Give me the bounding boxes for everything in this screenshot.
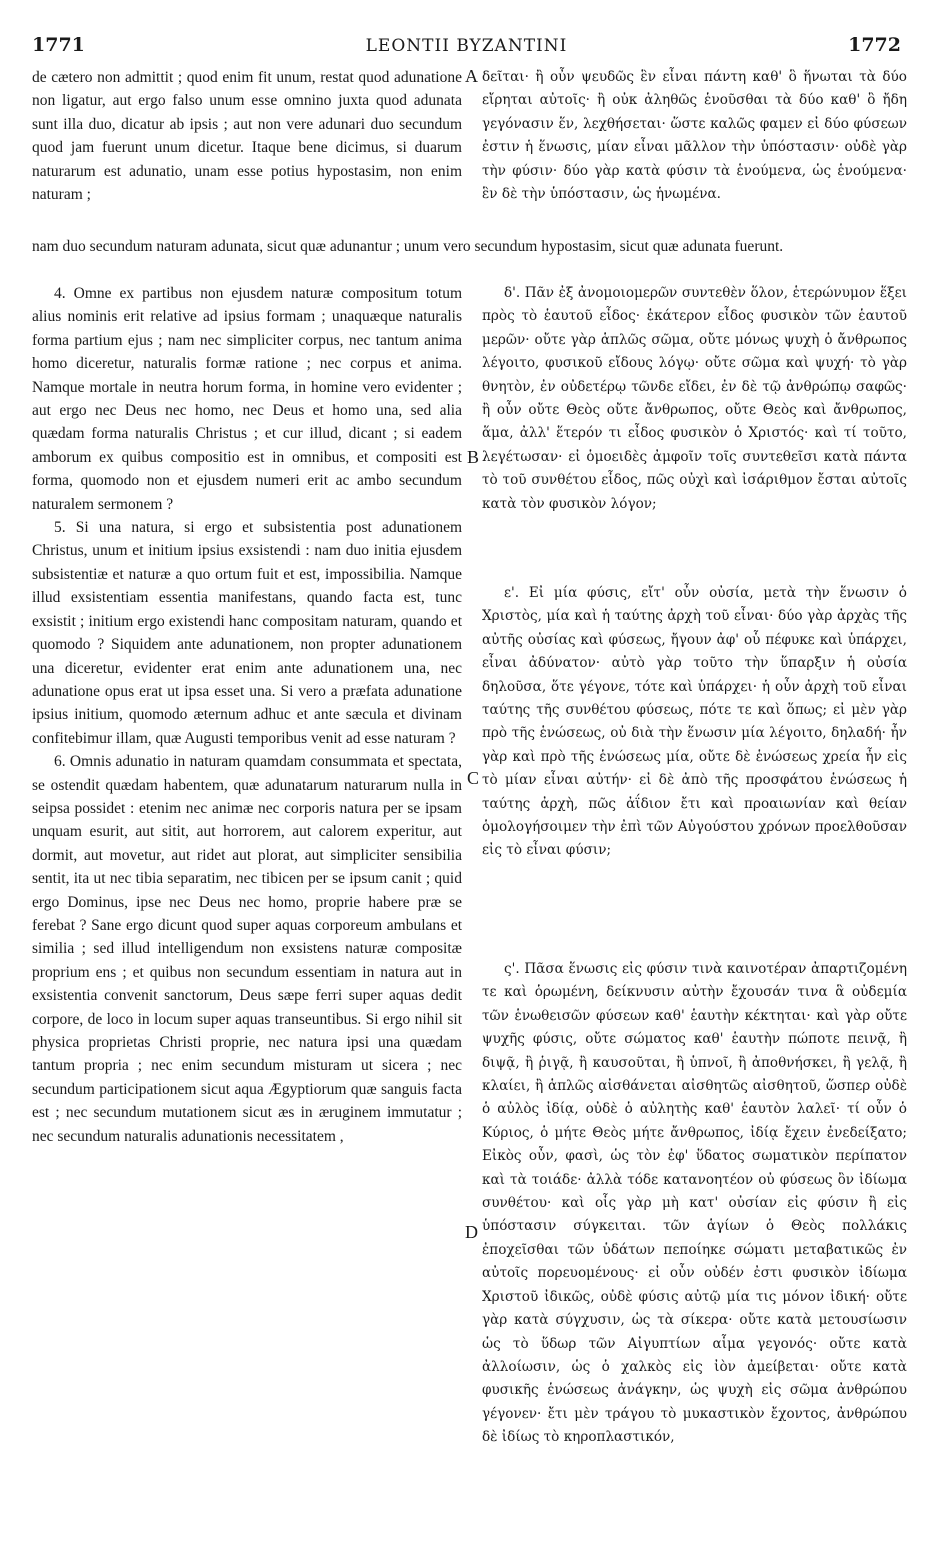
page-header — [32, 34, 901, 64]
greek-paragraph-4: δ'. Πᾶν ἐξ ἀνομοιομερῶν συντεθὲν ὅλον, ἑτερώνυμον ἕξει πρὸς τὸ ἑαυτοῦ εἶδος· ἑκάτερον εἶδος φυσικὸν τῶν ἑαυτοῦ μερῶν· οὔτε γὰρ ἁπλῶς σῶμα, οὔτε μόνως ψυχὴ ὁ ἄνθρωπος λέγοιτο, φυσικοῦ εἴδους λόγῳ· οὔτε σῶμα καὶ ψυχή· τὸ γὰρ θνητὸν, ἐν οὐδετέρῳ τῶνδε εἴδει, ἐν δὲ τῷ ἀνθρώπῳ σαφῶς· ἢ οὖν οὔτε Θεὸς οὔτε ἄνθρωπος, οὔτε Θεὸς καὶ ἄνθρωπος, ἅμα, ἀλλ' ἕτερόν τι εἶδος φυσικὸν ὁ Χριστός· καὶ τί τοῦτο, λεγέτωσαν· εἰ ὁμοειδὲς ἀμφοῖν τοῖς συντεθεῖσι κατὰ πάντα τὸ τοῦ συνθέτου εἶδος, πῶς οὐχὶ καὶ ἰσάριθμον ἔσται αὐτοῖς κατὰ τὸν φυσικὸν λόγον; — [482, 285, 907, 512]
latin-column-top — [32, 66, 462, 206]
greek-paragraph-6-block — [482, 958, 907, 1450]
page-number-right: 1772 — [848, 34, 901, 56]
page-number-left: 1771 — [32, 34, 85, 56]
section-marker-c: C — [467, 768, 480, 788]
section-marker-b: B — [467, 447, 480, 467]
greek-paragraph-5-block — [482, 582, 907, 863]
greek-paragraph-5: ε'. Εἰ μία φύσις, εἴτ' οὖν οὐσία, μετὰ τὴν ἕνωσιν ὁ Χριστὸς, μία καὶ ἡ ταύτης ἀρχὴ τοῦ εἶναι· δύο γὰρ ἀρχὰς τῆς αὐτῆς οὐσίας καὶ φύσεως, ἤγουν ἀφ' οὗ πέφυκε καὶ ὑπάρχει, εἶναι ἀδύνατον· αὐτὸ γὰρ τοῦτο τὴν ὕπαρξιν ἡ οὐσία δηλοῦσα, ὅτε γέγονε, τότε καὶ ὑπάρχει· ἡ οὖν ἀρχὴ τοῦ εἶναι ταύτης τῆς συνθέτου φύσεως, πότε τε καὶ ὅπως; εἰ μὲν γὰρ πρὸ τῆς ἑνώσεως, οὐ διὰ τὴν ἕνωσιν μία λέγοιτο, δηλαδή· ἦν γὰρ καὶ πρὸ τῆς ἑνώσεως μία, οὔτε δὲ ἑνώσεως χρεία ἦν εἰς τὸ μίαν εἶναι αὐτήν· εἰ δὲ ἀπὸ τῆς προσφάτου ἑνώσεως ἡ ταύτης ἀρχὴ, πῶς ἀΐδιον ἔτι καὶ προαιωνίαν καὶ θείαν ὁμολογήσοιμεν τὴν ἐπὶ τῶν Αὐγούστου χρόνων προελθοῦσαν εἰς τὸ εἶναι φύσιν; — [482, 585, 907, 859]
greek-column-top — [482, 66, 907, 206]
greek-paragraph-6: ς'. Πᾶσα ἕνωσις εἰς φύσιν τινὰ καινοτέραν ἀπαρτιζομένη τε καὶ ὁρωμένη, δείκνυσιν αὐτὴν ἔχουσάν τινα ἃ οὐδεμία τῶν ἑνωθεισῶν φύσεων καθ' ἑαυτὴν κέκτηται· καὶ γὰρ οὔτε ψυχῆς φύσις, οὔτε σώματος καθ' ἑαυτὴν πώποτε πεινᾷ, ἢ διψᾷ, ἢ ῥιγᾷ, ἢ καυσοῦται, ἢ ὑπνοῖ, ἢ ἀποθνήσκει, ἢ γελᾷ, ἢ κλαίει, ἢ ἁπλῶς αἰσθάνεται αἰσθητῶς αἰσθητοῦ, ὥσπερ οὐδὲ ὁ αὐλὸς ἰδίᾳ, οὐδὲ ὁ αὐλητὴς καθ' ἑαυτὸν λαλεῖ· τί οὖν ὁ Κύριος, ὁ μήτε Θεὸς μήτε ἄνθρωπος, ἰδίᾳ ἔχειν ἐνεδείξατο; Εἰκὸς οὖν, φασὶ, ὡς τὸν ἐφ' ὕδατος σωματικὸν περίπατον καὶ τὰ τοιάδε· ἀλλὰ τόδε κατανοητέον οὐ φύσεως ὂν ἰδίωμα συνθέτου· καὶ οἷς γὰρ μὴ κατ' οὐσίαν εἰς φύσιν ἢ εἰς ὑπόστασιν σύγκειται. τῶν ἁγίων ὁ Θεὸς πολλάκις ἐποχεῖσθαι τῶν ὑδάτων πεποίηκε σώματι μεταβατικῶς ἐν αὐτοῖς πορευομένους· εἰ οὖν οὐδέν ἐστι φυσικὸν ἰδίωμα Χριστοῦ ἰδικῶς, οὐδὲ φύσις αὐτῷ μία τις μόνον ἰδική· οὔτε γὰρ κατὰ σύγχυσιν, ὡς τὰ σίκερα· οὔτε κατὰ μετουσίωσιν ὡς τὸ ὕδωρ τῶν Αἰγυπτίων αἷμα γεγονός· οὔτε κατὰ ἀλλοίωσιν, ὡς ὁ χαλκὸς εἰς ἰὸν ἀμείβεται· οὔτε κατὰ φυσικῆς ἑνώσεως ἀνάγκην, ὡς ψυχὴ εἰς σῶμα ἀνθρώπου γέγονεν· ἔτι μὲν τράγου τὸ μυκαστικὸν ἔχοντος, ἀνθρώπου δὲ ἰδίως τὸ κηροπλαστικόν, — [482, 961, 907, 1446]
running-title: LEONTII BYZANTINI — [365, 36, 568, 56]
greek-paragraph-3-end: δεῖται· ἢ οὖν ψευδῶς ἓν εἶναι πάντη καθ' ὃ ἥνωται τὰ δύο εἴρηται αὐτοῖς· ἢ οὐκ ἀληθῶς ἑνοῦσθαι τὰ δύο καθ' ὃ ἤδη γεγόνασιν ἕν, λεχθήσεται· ὥστε καλῶς φαμεν εἰ δύο φύσεων ἐστιν ἡ ἕνωσις, μίαν εἶναι μᾶλλον τὴν ὑπόστασιν· οὐδὲ γὰρ τὴν φύσιν· δύο γὰρ κατὰ φύσιν τὰ ἑνούμενα, ὡς ἑνούμενα· ἓν δὲ τὴν ὑπόστασιν, ὡς ἡνωμένα. — [482, 69, 907, 203]
spanning-text: nam duo secundum naturam adunata, sicut quæ adunantur ; unum vero secundum hypostasim, sicut quæ adunata fuerunt. — [32, 238, 784, 255]
spanning-line — [32, 235, 904, 258]
section-marker-d: D — [465, 1222, 478, 1242]
section-marker-a: A — [465, 66, 478, 86]
greek-paragraph-4-block — [482, 282, 907, 516]
latin-paragraph-6: 6. Omnis adunatio in naturam quamdam consummata et spectata, se ostendit quædam habentem, quæ adunatarum naturarum nulla in seipsa possidet : etenim nec animæ nec corporis natura per se ipsam unquam esurit, aut sitit, aut horrorem, aut calorem experitur, aut dormit, aut movetur, aut ridet aut plorat, aut simpliciter sensibilia sentit, ita ut nec tibia separatim, nec tibicen per se ipsum canit ; quid ergo Dominus, ipse nec Deus nec homo, proprie habere præ se ferebat ? Sane ergo dicunt quod super aquas corporeum ambulans et similia ; sed illud intelligendum non exsistens naturæ compositæ proprium ens ; et quibus non secundum essentiam in natura aut in exsistentia convenit sanctorum, Deus sæpe ferri super aquas dedit corpore, de loco in locum super aquas transeuntibus. Si ergo nihil sit physica proprietas Christi proprie, nec natura ipsi una quædam tantum propria ; nec enim secundum misturam ut sicera ; nec secundum participationem sicut aqua Ægyptiorum quæ sanguis facta est ; nec secundum mutationem sicut æs in æruginem immutatur ; nec secundum naturalis adunationis necessitatem , — [32, 753, 462, 1145]
latin-paragraph-3-end: de cætero non admittit ; quod enim fit unum, restat quod adunatione non ligatur, aut ergo falso unum esse omnino juxta quod adunata sunt illa duo, dicatur ab ipsis ; aut non vere adunari duo secundum quod jam fuerunt unum dicetur. Itaque bene dicimus, si duarum naturarum est adunatio, unam esse potius hypostasim, non enim naturam ; — [32, 69, 462, 204]
latin-paragraph-4: 4. Omne ex partibus non ejusdem naturæ compositum totum alius nominis erit relative ad ipsius formam ; unaquæque naturalis forma partium ejus ; nam nec simpliciter corpus, nec tantum anima homo diceretur, naturalis formæ ratione ; nec corpus et anima. Namque mortale in neutra horum forma, in homine vero evidenter ; aut ergo nec Deus nec homo, nec Deus et homo una, sed alia quædam forma naturalis Christus ; et cur illud, dicant ; si eadem amborum ex quibus compositio est in omnibus, et compositi est forma, quomodo non et ejusdem numeri erit ac ambo secundum naturalem sermonem ? — [32, 285, 462, 513]
latin-column-main — [32, 282, 462, 1148]
latin-paragraph-5: 5. Si una natura, si ergo et subsistentia post adunationem Christus, unum et initium ipsius exsistendi : nam duo initia ejusdem subsistentiæ et naturæ a quo ortum fuit et est, impossibilia. Namque illud exsistentiam essentia manifestans, quando facta est, tunc exsistit ; initium ergo existendi hanc compositam naturam, quando et quomodo ? Siquidem ante adunationem, non propter adunationem una diceretur, evidenter erat enim ante adunationem una, nec adunatione opus erat ut ipsa esset una. Si vero a præfata adunatione ipsius initium, quomodo æternum adhuc et ante sæcula et divinam confitebimur illam, quæ Augusti temporibus venit ad esse naturam ? — [32, 519, 462, 747]
